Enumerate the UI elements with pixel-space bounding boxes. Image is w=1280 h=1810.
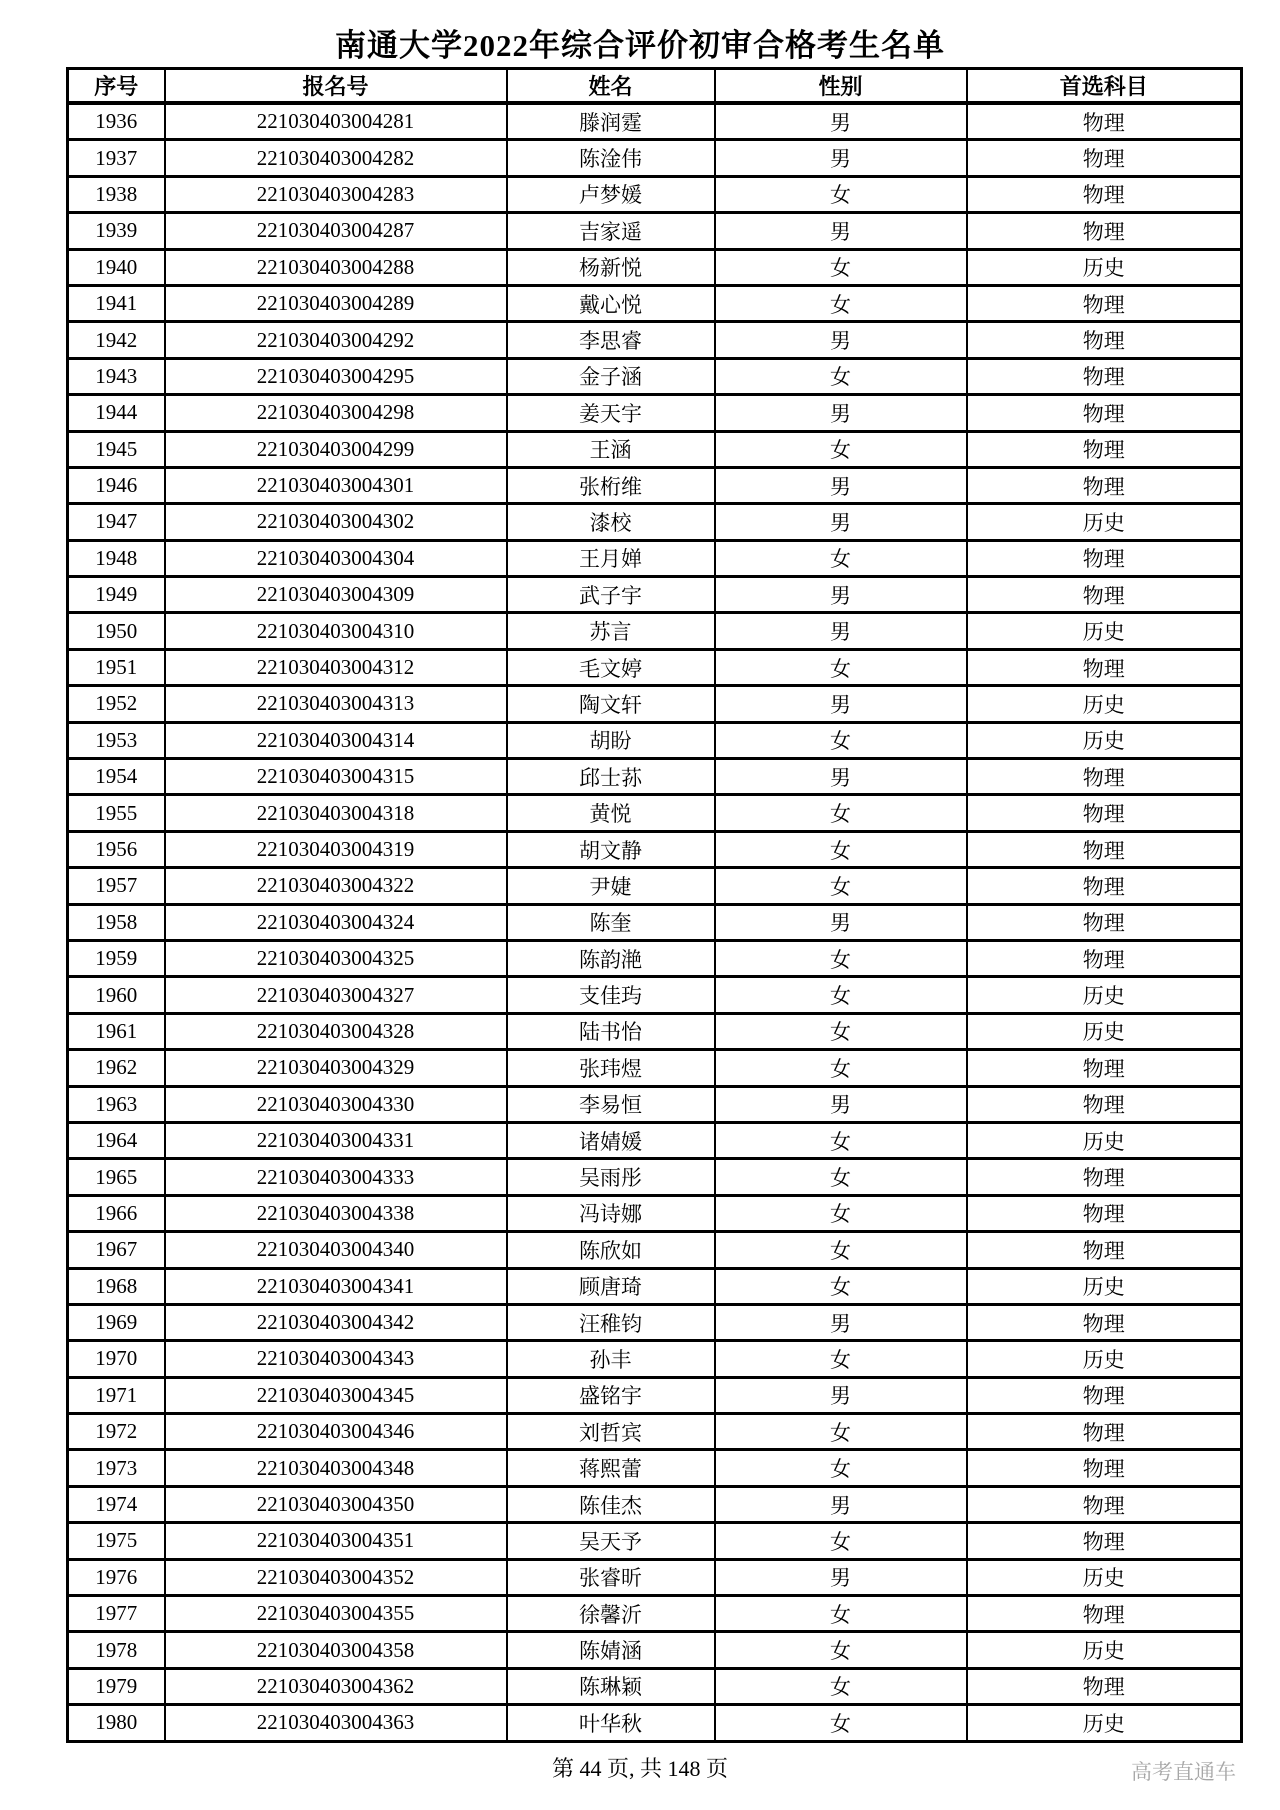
cell-gender: 男	[715, 140, 967, 176]
cell-name: 王月婵	[507, 540, 715, 576]
cell-subject: 历史	[967, 977, 1242, 1013]
cell-registration: 221030403004348	[165, 1450, 507, 1486]
table-row	[68, 249, 1242, 285]
cell-name: 卢梦媛	[507, 176, 715, 212]
cell-serial: 1946	[68, 467, 165, 503]
cell-name: 漆校	[507, 504, 715, 540]
cell-serial: 1949	[68, 577, 165, 613]
cell-registration: 221030403004352	[165, 1559, 507, 1595]
cell-subject: 物理	[967, 1377, 1242, 1413]
cell-serial: 1955	[68, 795, 165, 831]
cell-subject: 物理	[967, 868, 1242, 904]
col-header-registration: 报名号	[165, 69, 507, 104]
cell-serial: 1944	[68, 395, 165, 431]
cell-name: 陈琳颖	[507, 1668, 715, 1704]
table-row	[68, 285, 1242, 321]
cell-gender: 男	[715, 577, 967, 613]
cell-subject: 物理	[967, 759, 1242, 795]
cell-name: 顾唐琦	[507, 1268, 715, 1304]
cell-registration: 221030403004351	[165, 1523, 507, 1559]
cell-registration: 221030403004299	[165, 431, 507, 467]
cell-name: 陈韵滟	[507, 940, 715, 976]
col-header-name: 姓名	[507, 69, 715, 104]
cell-serial: 1961	[68, 1013, 165, 1049]
cell-serial: 1937	[68, 140, 165, 176]
cell-subject: 历史	[967, 613, 1242, 649]
cell-registration: 221030403004350	[165, 1486, 507, 1522]
cell-serial: 1971	[68, 1377, 165, 1413]
cell-gender: 女	[715, 176, 967, 212]
table-row	[68, 1304, 1242, 1340]
cell-subject: 物理	[967, 1596, 1242, 1632]
cell-gender: 女	[715, 540, 967, 576]
cell-name: 汪稚钧	[507, 1304, 715, 1340]
table-row	[68, 868, 1242, 904]
cell-registration: 221030403004282	[165, 140, 507, 176]
cell-gender: 女	[715, 1414, 967, 1450]
cell-gender: 男	[715, 759, 967, 795]
table-row	[68, 322, 1242, 358]
cell-serial: 1957	[68, 868, 165, 904]
cell-registration: 221030403004288	[165, 249, 507, 285]
cell-registration: 221030403004325	[165, 940, 507, 976]
cell-name: 孙丰	[507, 1341, 715, 1377]
cell-gender: 男	[715, 1086, 967, 1122]
table-row	[68, 504, 1242, 540]
table-row	[68, 1232, 1242, 1268]
cell-name: 陈欣如	[507, 1232, 715, 1268]
cell-name: 胡文静	[507, 831, 715, 867]
cell-gender: 男	[715, 467, 967, 503]
table-row	[68, 977, 1242, 1013]
cell-name: 邱士荪	[507, 759, 715, 795]
cell-registration: 221030403004287	[165, 213, 507, 249]
cell-registration: 221030403004289	[165, 285, 507, 321]
cell-registration: 221030403004313	[165, 686, 507, 722]
table-row	[68, 540, 1242, 576]
cell-registration: 221030403004327	[165, 977, 507, 1013]
cell-subject: 物理	[967, 358, 1242, 394]
cell-name: 姜天宇	[507, 395, 715, 431]
cell-gender: 女	[715, 1596, 967, 1632]
cell-name: 毛文婷	[507, 649, 715, 685]
cell-gender: 女	[715, 649, 967, 685]
cell-gender: 男	[715, 213, 967, 249]
cell-serial: 1973	[68, 1450, 165, 1486]
cell-serial: 1974	[68, 1486, 165, 1522]
table-row	[68, 1668, 1242, 1704]
cell-subject: 历史	[967, 1705, 1242, 1741]
table-row	[68, 1013, 1242, 1049]
cell-gender: 女	[715, 1195, 967, 1231]
cell-name: 李易恒	[507, 1086, 715, 1122]
cell-subject: 历史	[967, 249, 1242, 285]
cell-serial: 1970	[68, 1341, 165, 1377]
page-title: 南通大学2022年综合评价初审合格考生名单	[335, 28, 945, 63]
cell-gender: 女	[715, 1122, 967, 1158]
cell-gender: 男	[715, 1559, 967, 1595]
cell-subject: 物理	[967, 431, 1242, 467]
cell-name: 苏言	[507, 613, 715, 649]
cell-serial: 1979	[68, 1668, 165, 1704]
cell-name: 冯诗娜	[507, 1195, 715, 1231]
cell-gender: 男	[715, 504, 967, 540]
col-header-subject: 首选科目	[967, 69, 1242, 104]
cell-serial: 1976	[68, 1559, 165, 1595]
cell-name: 吴天予	[507, 1523, 715, 1559]
cell-name: 杨新悦	[507, 249, 715, 285]
header-row	[68, 69, 1242, 104]
cell-gender: 女	[715, 1632, 967, 1668]
table-row	[68, 795, 1242, 831]
cell-serial: 1951	[68, 649, 165, 685]
cell-subject: 物理	[967, 140, 1242, 176]
cell-registration: 221030403004304	[165, 540, 507, 576]
watermark-text: 高考直通车	[1131, 1760, 1236, 1784]
cell-subject: 物理	[967, 213, 1242, 249]
cell-registration: 221030403004295	[165, 358, 507, 394]
cell-subject: 物理	[967, 1159, 1242, 1195]
cell-serial: 1978	[68, 1632, 165, 1668]
cell-serial: 1972	[68, 1414, 165, 1450]
table-row	[68, 940, 1242, 976]
cell-name: 陈淦伟	[507, 140, 715, 176]
cell-subject: 物理	[967, 322, 1242, 358]
table-row	[68, 140, 1242, 176]
cell-serial: 1977	[68, 1596, 165, 1632]
cell-gender: 女	[715, 249, 967, 285]
cell-name: 陈奎	[507, 904, 715, 940]
table-row	[68, 1414, 1242, 1450]
table-row	[68, 1523, 1242, 1559]
table-row	[68, 1450, 1242, 1486]
cell-gender: 女	[715, 1523, 967, 1559]
cell-subject: 物理	[967, 795, 1242, 831]
cell-name: 吴雨彤	[507, 1159, 715, 1195]
cell-registration: 221030403004363	[165, 1705, 507, 1741]
table-row	[68, 577, 1242, 613]
col-header-gender: 性别	[715, 69, 967, 104]
cell-registration: 221030403004322	[165, 868, 507, 904]
cell-name: 诸婧媛	[507, 1122, 715, 1158]
cell-name: 叶华秋	[507, 1705, 715, 1741]
table-row	[68, 686, 1242, 722]
cell-serial: 1980	[68, 1705, 165, 1741]
cell-serial: 1968	[68, 1268, 165, 1304]
table-row	[68, 358, 1242, 394]
cell-subject: 物理	[967, 904, 1242, 940]
table-row	[68, 176, 1242, 212]
cell-name: 金子涵	[507, 358, 715, 394]
table-row	[68, 1596, 1242, 1632]
table-row	[68, 613, 1242, 649]
col-header-serial: 序号	[68, 69, 165, 104]
cell-registration: 221030403004358	[165, 1632, 507, 1668]
cell-serial: 1963	[68, 1086, 165, 1122]
cell-serial: 1958	[68, 904, 165, 940]
cell-gender: 男	[715, 103, 967, 140]
cell-gender: 女	[715, 1050, 967, 1086]
cell-name: 胡盼	[507, 722, 715, 758]
cell-subject: 物理	[967, 1304, 1242, 1340]
table-row	[68, 1195, 1242, 1231]
cell-subject: 物理	[967, 831, 1242, 867]
cell-name: 黄悦	[507, 795, 715, 831]
cell-subject: 物理	[967, 285, 1242, 321]
cell-name: 滕润霆	[507, 103, 715, 140]
cell-serial: 1945	[68, 431, 165, 467]
cell-registration: 221030403004309	[165, 577, 507, 613]
cell-name: 戴心悦	[507, 285, 715, 321]
cell-gender: 女	[715, 1450, 967, 1486]
cell-serial: 1962	[68, 1050, 165, 1086]
cell-subject: 历史	[967, 504, 1242, 540]
cell-serial: 1947	[68, 504, 165, 540]
cell-name: 陈佳杰	[507, 1486, 715, 1522]
cell-name: 陶文轩	[507, 686, 715, 722]
cell-subject: 历史	[967, 1341, 1242, 1377]
cell-gender: 男	[715, 1486, 967, 1522]
cell-serial: 1939	[68, 213, 165, 249]
cell-subject: 物理	[967, 649, 1242, 685]
cell-name: 陈婧涵	[507, 1632, 715, 1668]
cell-subject: 物理	[967, 467, 1242, 503]
cell-serial: 1959	[68, 940, 165, 976]
page-number-indicator: 第 44 页, 共 148 页	[551, 1756, 728, 1781]
table-row	[68, 1086, 1242, 1122]
cell-subject: 历史	[967, 1632, 1242, 1668]
cell-subject: 历史	[967, 686, 1242, 722]
student-table-body	[68, 103, 1242, 1741]
cell-registration: 221030403004301	[165, 467, 507, 503]
cell-subject: 历史	[967, 1013, 1242, 1049]
cell-registration: 221030403004333	[165, 1159, 507, 1195]
cell-name: 张玮煜	[507, 1050, 715, 1086]
cell-name: 刘哲宾	[507, 1414, 715, 1450]
table-row	[68, 831, 1242, 867]
cell-registration: 221030403004310	[165, 613, 507, 649]
cell-registration: 221030403004343	[165, 1341, 507, 1377]
table-row	[68, 1559, 1242, 1595]
cell-serial: 1953	[68, 722, 165, 758]
cell-registration: 221030403004340	[165, 1232, 507, 1268]
cell-subject: 物理	[967, 940, 1242, 976]
cell-gender: 男	[715, 1304, 967, 1340]
cell-registration: 221030403004312	[165, 649, 507, 685]
table-row	[68, 1486, 1242, 1522]
table-row	[68, 1705, 1242, 1741]
cell-registration: 221030403004298	[165, 395, 507, 431]
cell-subject: 物理	[967, 1414, 1242, 1450]
cell-gender: 男	[715, 1377, 967, 1413]
cell-subject: 物理	[967, 1232, 1242, 1268]
cell-registration: 221030403004355	[165, 1596, 507, 1632]
cell-gender: 男	[715, 686, 967, 722]
cell-registration: 221030403004292	[165, 322, 507, 358]
table-row	[68, 649, 1242, 685]
cell-subject: 物理	[967, 577, 1242, 613]
cell-serial: 1952	[68, 686, 165, 722]
cell-gender: 女	[715, 285, 967, 321]
table-row	[68, 1341, 1242, 1377]
cell-serial: 1938	[68, 176, 165, 212]
cell-subject: 物理	[967, 1486, 1242, 1522]
cell-registration: 221030403004283	[165, 176, 507, 212]
cell-gender: 男	[715, 395, 967, 431]
cell-name: 盛铭宇	[507, 1377, 715, 1413]
cell-gender: 女	[715, 1341, 967, 1377]
table-row	[68, 1122, 1242, 1158]
cell-gender: 男	[715, 904, 967, 940]
table-row	[68, 395, 1242, 431]
table-row	[68, 1377, 1242, 1413]
cell-subject: 历史	[967, 1268, 1242, 1304]
cell-subject: 物理	[967, 1450, 1242, 1486]
cell-serial: 1943	[68, 358, 165, 394]
cell-gender: 女	[715, 358, 967, 394]
cell-subject: 物理	[967, 1195, 1242, 1231]
cell-registration: 221030403004331	[165, 1122, 507, 1158]
cell-serial: 1975	[68, 1523, 165, 1559]
cell-gender: 女	[715, 1159, 967, 1195]
cell-subject: 物理	[967, 1050, 1242, 1086]
cell-registration: 221030403004318	[165, 795, 507, 831]
cell-serial: 1969	[68, 1304, 165, 1340]
cell-registration: 221030403004319	[165, 831, 507, 867]
cell-name: 张桁维	[507, 467, 715, 503]
cell-registration: 221030403004341	[165, 1268, 507, 1304]
cell-subject: 历史	[967, 1122, 1242, 1158]
cell-name: 陆书怡	[507, 1013, 715, 1049]
table-row	[68, 904, 1242, 940]
cell-subject: 历史	[967, 722, 1242, 758]
cell-registration: 221030403004324	[165, 904, 507, 940]
cell-registration: 221030403004302	[165, 504, 507, 540]
cell-registration: 221030403004330	[165, 1086, 507, 1122]
cell-serial: 1964	[68, 1122, 165, 1158]
cell-gender: 女	[715, 1232, 967, 1268]
table-row	[68, 1050, 1242, 1086]
cell-registration: 221030403004362	[165, 1668, 507, 1704]
cell-serial: 1941	[68, 285, 165, 321]
cell-gender: 女	[715, 1705, 967, 1741]
cell-subject: 物理	[967, 1668, 1242, 1704]
table-row	[68, 722, 1242, 758]
cell-serial: 1942	[68, 322, 165, 358]
student-table	[66, 67, 1243, 1743]
cell-registration: 221030403004338	[165, 1195, 507, 1231]
cell-gender: 女	[715, 722, 967, 758]
cell-serial: 1940	[68, 249, 165, 285]
cell-name: 徐馨沂	[507, 1596, 715, 1632]
cell-gender: 女	[715, 1013, 967, 1049]
cell-subject: 物理	[967, 540, 1242, 576]
cell-name: 张睿昕	[507, 1559, 715, 1595]
cell-gender: 女	[715, 868, 967, 904]
cell-registration: 221030403004329	[165, 1050, 507, 1086]
cell-registration: 221030403004345	[165, 1377, 507, 1413]
table-row	[68, 759, 1242, 795]
cell-serial: 1954	[68, 759, 165, 795]
table-row	[68, 1268, 1242, 1304]
cell-name: 王涵	[507, 431, 715, 467]
cell-subject: 物理	[967, 103, 1242, 140]
cell-name: 蒋熙蕾	[507, 1450, 715, 1486]
cell-serial: 1936	[68, 103, 165, 140]
table-row	[68, 1632, 1242, 1668]
table-row	[68, 213, 1242, 249]
cell-serial: 1967	[68, 1232, 165, 1268]
cell-name: 武子宇	[507, 577, 715, 613]
cell-name: 支佳玙	[507, 977, 715, 1013]
cell-subject: 物理	[967, 1523, 1242, 1559]
cell-name: 尹婕	[507, 868, 715, 904]
cell-gender: 女	[715, 940, 967, 976]
cell-serial: 1956	[68, 831, 165, 867]
cell-serial: 1948	[68, 540, 165, 576]
cell-gender: 女	[715, 831, 967, 867]
cell-subject: 物理	[967, 176, 1242, 212]
cell-gender: 女	[715, 1268, 967, 1304]
cell-registration: 221030403004346	[165, 1414, 507, 1450]
cell-subject: 物理	[967, 1086, 1242, 1122]
cell-gender: 女	[715, 795, 967, 831]
cell-registration: 221030403004314	[165, 722, 507, 758]
table-row	[68, 103, 1242, 140]
cell-gender: 男	[715, 322, 967, 358]
cell-serial: 1965	[68, 1159, 165, 1195]
cell-registration: 221030403004315	[165, 759, 507, 795]
cell-serial: 1966	[68, 1195, 165, 1231]
cell-gender: 男	[715, 613, 967, 649]
cell-serial: 1950	[68, 613, 165, 649]
cell-name: 李思睿	[507, 322, 715, 358]
cell-registration: 221030403004328	[165, 1013, 507, 1049]
cell-subject: 物理	[967, 395, 1242, 431]
cell-registration: 221030403004281	[165, 103, 507, 140]
cell-gender: 女	[715, 1668, 967, 1704]
cell-subject: 历史	[967, 1559, 1242, 1595]
cell-name: 吉家遥	[507, 213, 715, 249]
cell-registration: 221030403004342	[165, 1304, 507, 1340]
table-row	[68, 467, 1242, 503]
cell-gender: 女	[715, 977, 967, 1013]
student-table-header	[68, 69, 1242, 104]
table-row	[68, 1159, 1242, 1195]
cell-serial: 1960	[68, 977, 165, 1013]
cell-gender: 女	[715, 431, 967, 467]
table-row	[68, 431, 1242, 467]
